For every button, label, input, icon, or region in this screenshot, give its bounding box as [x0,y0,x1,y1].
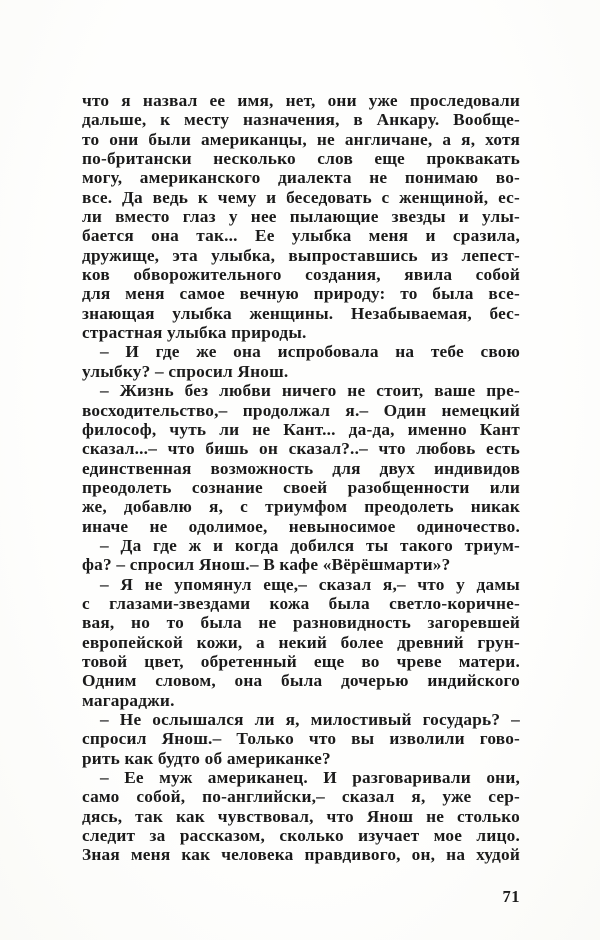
page-number: 71 [502,887,520,906]
text-line: – И где же она испробовала на тебе свою [100,342,520,362]
text-line: – Я не упомянул еще,– сказал я,– что у дамы [100,574,520,594]
text-line: восходительство,– продолжал я.– Один немецкий [82,400,520,420]
text-line: – Да где ж и когда добился ты такого триум- [100,535,520,555]
text-line: для меня самое вечную природу: то была все- [82,284,520,304]
text-line: спросил Янош.– Только что вы изволили гово- [82,729,520,749]
text-line: – Ее муж американец. И разговаривали они, [100,768,520,788]
text-line: дясь, так как чувствовал, что Янош не столько [82,806,520,826]
text-line: само собой, по-английски,– сказал я, уже сер- [82,787,520,807]
text-line: европейской кожи, а некий более древний грун- [82,632,520,652]
text-line: дальше, к месту назначения, в Анкару. Вообще- [82,110,520,130]
text-line: – Жизнь без любви ничего не стоит, ваше пре- [100,381,520,401]
text-line: что я назвал ее имя, нет, они уже проследовали [82,91,520,110]
text-line: рить как будто об американке? [82,748,331,768]
text-line: Зная меня как человека правдивого, он, на худой [82,845,520,865]
text-line: – Не ослышался ли я, милостивый государь? – [100,710,520,729]
text-line: единственная возможность для двух индивидов [82,458,520,478]
text-line: следит за рассказом, сколько изучает мое лицо. [82,826,520,846]
text-line: товой цвет, обретенный еще во чреве матери. [82,651,520,671]
text-line: знающая улыбка женщины. Незабываемая, бес- [82,303,520,323]
text-line: бается она так... Ее улыбка меня и сразила, [82,226,520,246]
text-line: с глазами-звездами кожа была светло-коричне- [82,593,520,613]
text-line: фа? – спросил Янош.– В кафе «Вёрёшмарти»? [82,555,451,575]
text-line: философ, чуть ли не Кант... да-да, именно Кант [82,419,520,439]
text-line: то они были американцы, не англичане, а я, хотя [82,129,520,149]
text-line: сказал...– что бишь он сказал?..– что любовь есть [82,439,520,459]
text-line: преодолеть сознание своей разобщенности или [82,477,520,497]
text-line: могу, американского диалекта не понимаю во- [82,168,520,188]
text-line: ли вместо глаз у нее пылающие звезды и улы- [82,207,520,227]
text-line: дружище, эта улыбка, выпроставшись из лепест- [82,245,520,265]
text-line: по-британски несколько слов еще проквакать [82,149,520,169]
page-text [82,91,520,865]
text-line: магараджи. [82,690,175,710]
text-line: же, добавлю я, с триумфом преодолеть никак [82,497,520,517]
text-line: Одним словом, она была дочерью индийского [82,671,520,691]
text-line: иначе не одолимое, невыносимое одиночество. [82,516,520,536]
text-line: ков обворожительного создания, явила собой [82,265,520,285]
text-line: улыбку? – спросил Янош. [82,361,289,381]
text-line: вая, но то была не разновидность загоревшей [82,613,520,633]
text-line: страстная улыбка природы. [82,323,307,343]
text-line: все. Да ведь к чему и беседовать с женщиной, ес- [82,187,520,207]
